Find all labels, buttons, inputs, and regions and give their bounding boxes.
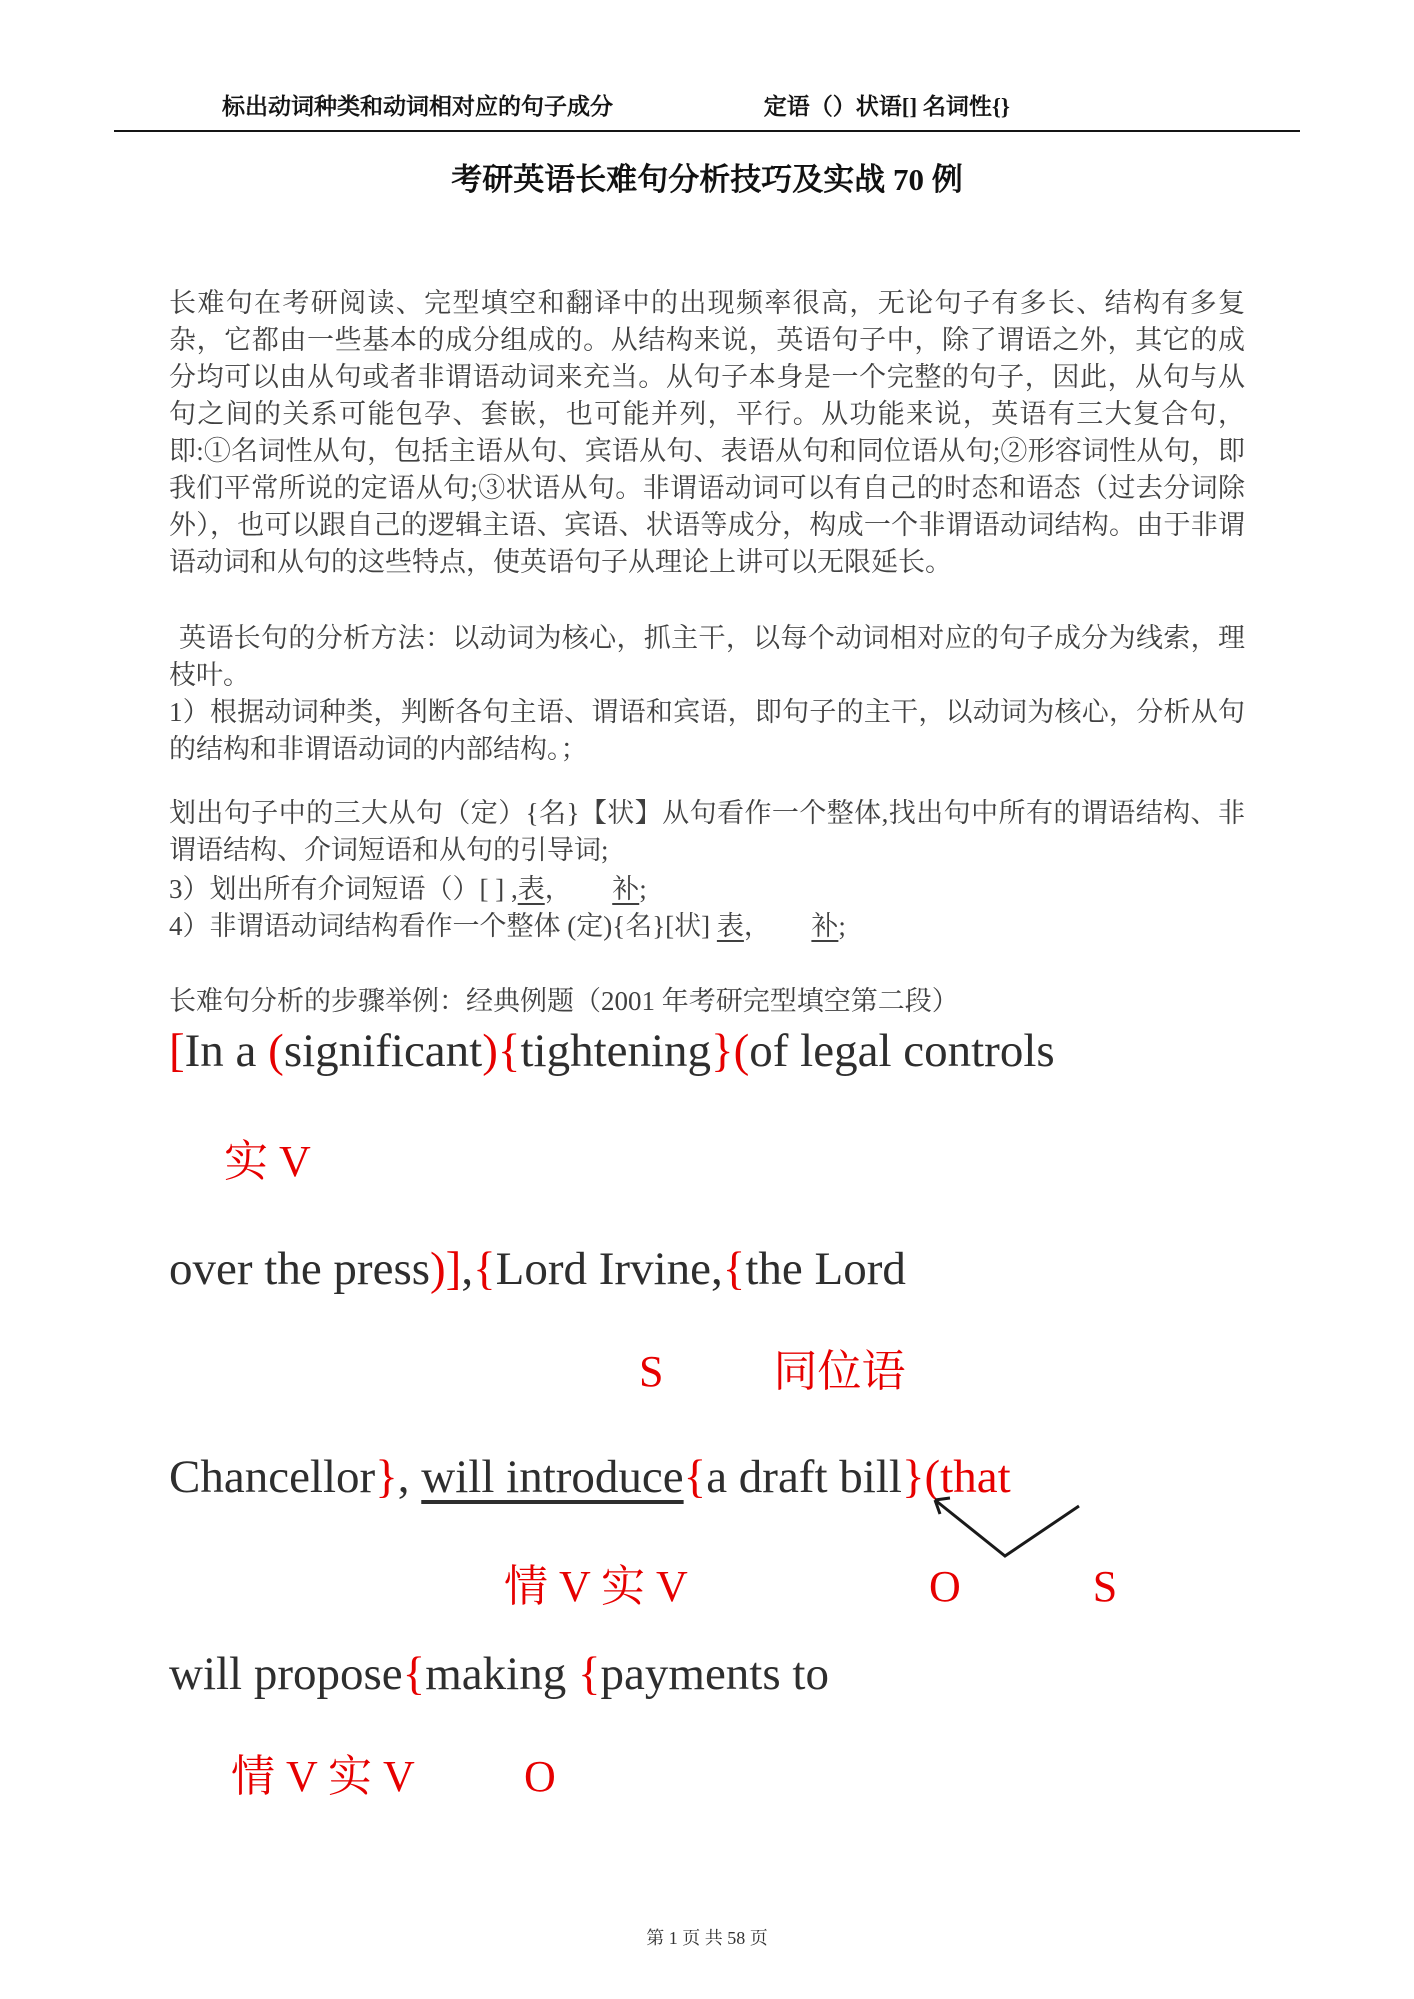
page-header — [114, 0, 1300, 132]
page-title: 考研英语长难句分析技巧及实战 70 例 — [451, 162, 963, 197]
header-row — [114, 92, 1300, 122]
page-footer — [0, 1924, 1414, 1950]
example-heading: 长难句分析的步骤举例：经典例题（2001 年考研完型填空第二段） — [169, 986, 959, 1016]
pointer-arrow-icon — [927, 1490, 1089, 1564]
sentence-line-1: [In a (significant){tightening}(of legal controls — [169, 1025, 1055, 1077]
intro-paragraph: 长难句在考研阅读、完型填空和翻译中的出现频率很高，无论句子有多长、结构有多复杂，它都由一些基本的成分组成的。从结构来说，英语句子中，除了谓语之外，其它的成分均可以由从句或者非谓语动词来充当。从句子本身是一个完整的句子，因此，从句与从句之间的关系可能包孕、套嵌，也可能并列，平行。从功能来说，英语有三大复合句，即:①名词性从句，包括主语从句、宾语从句、表语从句和同位语从句;②形容词性从句，即我们平常所说的定语从句;③状语从句。非谓语动词可以有自己的时态和语态（过去分词除外），也可以跟自己的逻辑主语、宾语、状语等成分，构成一个非谓语动词结构。由于非谓语动词和从句的这些特点，使英语句子从理论上讲可以无限延长。 — [169, 288, 1245, 577]
annotation-qingv-shiv-o-s: 情 V 实 V O S — [504, 1562, 1118, 1611]
annotation-shi-v: 实 V — [224, 1137, 311, 1186]
header-right-note: 定语（）状语[] 名词性{} — [763, 94, 1010, 119]
step-item-4: 4）非谓语动词结构看作一个整体 (定){名}[状] 表， 补; — [169, 911, 846, 941]
method-item-1: 1）根据动词种类，判断各句主语、谓语和宾语，即句子的主干，以动词为核心，分析从句的结构和非谓语动词的内部结构。； — [169, 697, 1245, 764]
document-body — [169, 158, 1245, 1806]
sentence-line-2: over the press)],{Lord Irvine,{the Lord — [169, 1243, 906, 1295]
sentence-line-3: Chancellor}, will introduce{a draft bill}(that — [169, 1451, 1011, 1503]
annotation-qingv-shiv-o: 情 V 实 V O — [231, 1752, 556, 1801]
annotation-s-appositive: S 同位语 — [639, 1347, 906, 1396]
step-item-3: 3）划出所有介词短语（）[ ] ,表， 补; — [169, 874, 647, 904]
page-number-text: 第 1 页 共 58 页 — [646, 1928, 768, 1948]
header-left-note: 标出动词种类和动词相对应的句子成分 — [222, 94, 613, 119]
sentence-line-4: will propose{making {payments to — [169, 1648, 829, 1700]
example-sentence-block — [169, 1020, 1245, 1806]
step-clause-paragraph: 划出句子中的三大从句（定）{名}【状】从句看作一个整体,找出句中所有的谓语结构、非谓语结构、介词短语和从句的引导词; — [169, 798, 1245, 865]
method-lead-paragraph: 英语长句的分析方法：以动词为核心，抓主干，以每个动词相对应的句子成分为线索，理枝叶。 — [169, 623, 1245, 690]
